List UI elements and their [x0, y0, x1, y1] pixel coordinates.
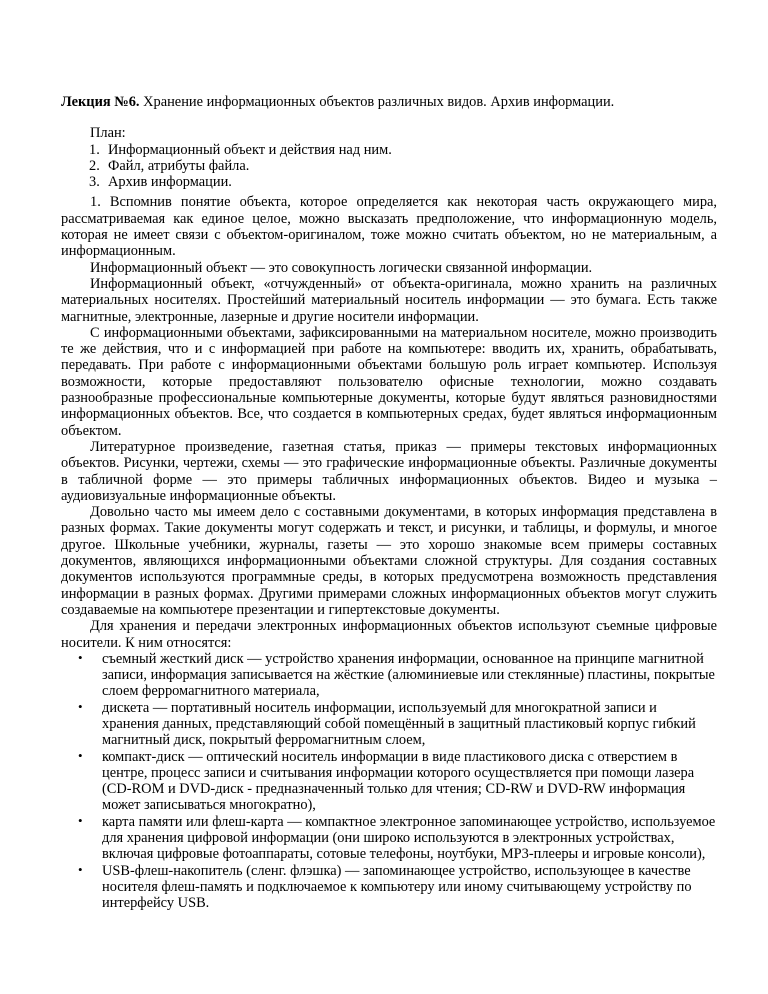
list-item-text: дискета — портативный носитель информации, используемый для многократной записи и хранения данных, представляющий собой помещённый в защитный пластиковый корпус гибкий магнитный диск, покрытый ферромагнитным слоем,	[102, 699, 696, 749]
plan-item-text: Файл, атрибуты файла.	[108, 157, 250, 174]
list-item	[61, 863, 717, 912]
bullet-icon: •	[78, 747, 83, 763]
paragraph: Информационный объект, «отчужденный» от объекта-оригинала, можно хранить на различных материальных носителях. Простейший материальный носитель информации — это бумага. Есть также магнитные, электронные, лазерные и другие носители информации.	[61, 275, 717, 325]
list-item	[61, 700, 717, 749]
plan-item	[90, 142, 717, 158]
list-item-text: съемный жесткий диск — устройство хранения информации, основанное на принципе магнитной записи, информация записывается на жёсткие (алюминиевые или стеклянные) пластины, покрытые слоем ферромагнитного материала,	[102, 650, 715, 700]
plan-item-text: Архив информации.	[108, 174, 232, 191]
plan-item	[90, 174, 717, 190]
storage-media-list	[61, 651, 717, 912]
paragraph: Довольно часто мы имеем дело с составными документами, в которых информация представлена в разных формах. Такие документы могут содержать и текст, и рисунки, и таблицы, и формулы, и многое другое. Школьные учебники, журналы, газеты — это хорошо знакомые всем примеры составных документов, являющихся информационными объектами сложной структуры. Для создания составных документов используются программные среды, в которых предусмотрена возможность представления информации в разных формах. Другими примерами сложных информационных объектов могут служить создаваемые на компьютере презентации и гипертекстовые документы.	[61, 504, 717, 618]
plan-section	[90, 125, 717, 190]
paragraph: Информационный объект — это совокупность логически связанной информации.	[90, 259, 593, 276]
plan-item-number: 1.	[89, 141, 100, 158]
paragraph: Литературное произведение, газетная статья, приказ — примеры текстовых информационных объектов. Рисунки, чертежи, схемы — это графические информационные объекты. Различные документы в табличной форме — это примеры табличных информационных объектов. Видео и музыка – аудиовизуальные информационные объекты.	[61, 438, 717, 504]
bullet-icon: •	[78, 812, 83, 828]
list-item-text: USB-флеш-накопитель (сленг. флэшка) — запоминающее устройство, использующее в качестве носителя флеш-память и подключаемое к компьютеру или иному считывающему устройству по интерфейсу USB.	[102, 862, 692, 912]
plan-item-text: Информационный объект и действия над ним.	[108, 141, 392, 158]
bullet-icon: •	[78, 861, 83, 877]
document-page	[61, 94, 717, 912]
paragraph: Для хранения и передачи электронных информационных объектов используют съемные цифровые носители. К ним относятся:	[61, 618, 717, 651]
plan-item	[90, 158, 717, 174]
paragraph: С информационными объектами, зафиксированными на материальном носителе, можно производить те же действия, что и с информацией при работе на компьютере: вводить их, хранить, обрабатывать, передавать. При работе с информационными объектами большую роль играет компьютер. Используя возможности, которые предоставляют пользователю офисные технологии, можно создавать разнообразные профессиональные компьютерные документы, которые будут являться разновидностями информационных объектов. Все, что создается в компьютерных средах, будет являться информационным объектом.	[61, 324, 717, 439]
bullet-icon: •	[78, 698, 83, 714]
lecture-topic: Хранение информационных объектов различных видов. Архив информации.	[139, 94, 615, 110]
list-item-text: карта памяти или флеш-карта — компактное электронное запоминающее устройство, используемое для хранения цифровой информации (они широко используются в электронных устройствах, включая цифровые фотоаппараты, сотовые телефоны, ноутбуки, MP3-плееры и игровые консоли),	[102, 813, 716, 863]
plan-list	[90, 142, 717, 191]
list-item	[61, 814, 717, 863]
list-item	[61, 749, 717, 814]
list-item-text: компакт-диск — оптический носитель информации в виде пластикового диска с отверстием в центре, процесс записи и считывания информации которого осуществляется при помощи лазера (CD-ROM и DVD-диск - предназначенный только для чтения; CD-RW и DVD-RW информация может записываться многократно),	[102, 748, 695, 814]
lecture-number: Лекция №6.	[61, 94, 140, 110]
list-item	[61, 651, 717, 700]
plan-item-number: 2.	[89, 157, 100, 174]
plan-item-number: 3.	[89, 174, 100, 191]
lecture-body	[61, 194, 717, 911]
lecture-title	[61, 94, 717, 110]
bullet-icon: •	[78, 649, 83, 665]
plan-label: План:	[90, 125, 126, 142]
paragraph: 1. Вспомнив понятие объекта, которое определяется как некоторая часть окружающего мира, рассматриваемая как единое целое, можно высказать предположение, что информационную модель, которая не имеет связи с объектом-оригиналом, тоже можно считать объектом, но не материальным, а информационным.	[61, 194, 717, 260]
